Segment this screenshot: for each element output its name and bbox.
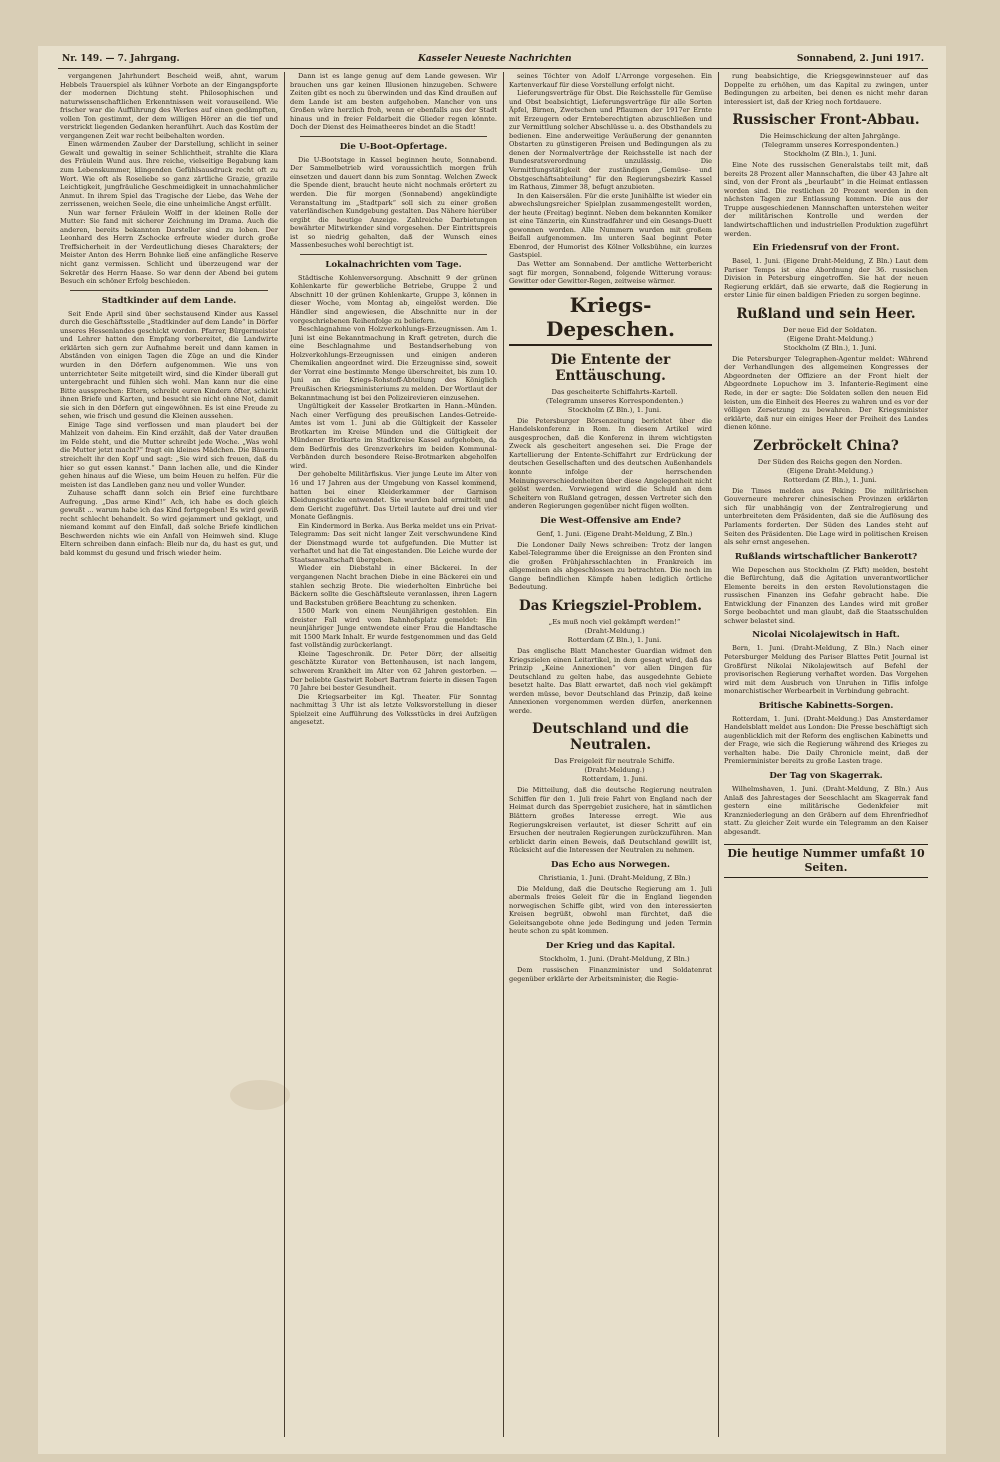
article-text: Ein Kindermord in Berka. Aus Berka meldet uns ein Privat-Telegramm: Das seit nicht langer Zeit verschwundene Kind der Dienstmagd wurde tot aufgefunden. Die Mutter ist verhaftet und hat die Tat eingestanden. Die Leiche wurde der Staatsanwaltschaft übergeben. xyxy=(290,521,497,564)
article-text: Wieder ein Diebstahl in einer Bäckerei. In der vergangenen Nacht brachen Diebe in eine Bäckerei ein und stahlen sechzig Brote. Die wiederholten Einbrüche bei Bäckern sollte die Geschäftsleute veranlassen, ihren Lagern und Backstuben größere Beachtung zu schenken. xyxy=(290,564,497,607)
article-text: Einen wärmenden Zauber der Darstellung, schlicht in seiner Gewalt und gewaltig in seiner Schlichtheit, strahlte die Klara des Fräulein Wund aus. Ihre reiche, vielseitige Begabung kam zum Lebenskummer, klingenden Gefühlsausdruck recht oft zu Wort. Wie oft als Roseliebe so ganz zärtliche Grazie, grazile Leichtigkeit, jungfräuliche Geschmeidigkeit in unnachahmlicher Anmut. In ihrem Spiel das Tragische der Liebe, das Wehe der zerrissenen, weichen Seele, die eine unheimliche Angst erfüllt. xyxy=(60,140,278,209)
column-3 xyxy=(509,72,712,1437)
article-text: Die Times melden aus Peking: Die militärischen Gouverneure mehrerer chinesischen Provinzen erklärten sich für unabhängig von der Zentralregierung und unterbreiteten dem Präsidenten, daß sie die Auflösung des Parlaments forderten. Der Süden des Landes steht auf Seiten des Präsidenten. Die Lage wird in politischen Kreisen als sehr ernst angesehen. xyxy=(724,486,928,547)
article-text: Die Mitteilung, daß die deutsche Regierung neutralen Schiffen für den 1. Juli freie Fahrt von England nach der Heimat durch das Sperrgebiet zusichere, hat in sämtlichen Blättern großes Interesse erregt. Wie aus Regierungskreisen verlautet, ist dieser Schritt auf ein Ersuchen der neutralen Regierungen zurückzuführen. Man erblickt darin einen Beweis, daß Deutschland gewillt ist, Rücksicht auf die Interessen der Neutralen zu nehmen. xyxy=(509,786,712,855)
subheadline: Das Freigeleit für neutrale Schiffe. xyxy=(554,757,675,766)
page-count-note: Die heutige Nummer umfaßt 10 Seiten. xyxy=(724,844,928,878)
article-text: Die Londoner Daily News schreiben: Trotz der langen Kabel-Telegramme über die Ereignisse an den Fronten sind die großen Frühjahrsschlachten in Frankreich im allgemeinen als abgeschlossen zu betrachten. Die noch im Gange befindlichen Kämpfe haben lediglich örtliche Bedeutung. xyxy=(509,540,712,592)
headline: Der Tag von Skagerrak. xyxy=(769,770,883,781)
column-rule xyxy=(284,72,285,1437)
article-text: Die Petersburger Telegraphen-Agentur meldet: Während der Verhandlungen des allgemeinen Kongresses der Abgeordneten der Offiziere an der Front hielt der Abgeordnete Lopuchow im 3. Infanterie-Regiment eine Rede, in der er sagte: Die Soldaten sollen den neuen Eid leisten, um die Einheit des Heeres zu wahren und es vor der völligen Zersetzung zu bewahren. Der Kriegsminister erklärte, daß nur ein einiges Heer der Freiheit des Landes dienen könne. xyxy=(724,354,928,432)
column-1 xyxy=(60,72,278,1437)
headline: Nicolai Nicolajewitsch in Haft. xyxy=(752,630,900,641)
article-text: Das englische Blatt Manchester Guardian widmet den Kriegszielen einen Leitartikel, in dem gesagt wird, daß das Prinzip „Keine Annexionen“ vor allen Dingen für Deutschland zu gelten habe, das ausgedehnte Gebiete besetzt halte. Das Blatt erwartet, daß noch viel gekämpft werden müsse, bevor Deutschland das Prinzip, daß keine Annexionen vorgenommen werden dürfen, anerkennen werde. xyxy=(509,646,712,715)
dateline: Stockholm (Z Bln.), 1. Juni. xyxy=(567,405,662,414)
subheadline: „Es muß noch viel gekämpft werden!“ xyxy=(548,617,681,626)
article-text: seines Töchter von Adolf L'Arronge vorgesehen. Ein Kartenverkauf für diese Vorstellung erfolgt nicht. xyxy=(509,72,712,89)
article-text: Kleine Tageschronik. Dr. Peter Dörr, der allseitig geschätzte Kurator von Bettenhausen, ist nach langem, schwerem Krankheit im Alter von 62 Jahren gestorben. — Der beliebte Gastwirt Robert Bartram feierte in diesen Tagen 70 Jahre bei bester Gesundheit. xyxy=(290,649,497,693)
headline: Das Echo aus Norwegen. xyxy=(551,859,670,870)
article-text: Lieferungsverträge für Obst. Die Reichsstelle für Gemüse und Obst beabsichtigt, Lieferungsverträge für alle Sorten Äpfel, Birnen, Zwetschen und Pflaumen der 1917er Ernte mit Erzeugern oder Ernteberechtigten abzuschließen und zur Vermittlung solcher Abschlüsse u. a. des Obsthandels zu bedienen. Eine anderweitige Veräußerung der genannten Obstarten zu günstigeren Preisen und Bedingungen als zu denen der Normalverträge der Reichsstelle ist nach der Bundesratsverordnung unzulässig. Die Vermittlungstätigkeit der zuständigen „Gemüse- und Obstgeschäftsabteilung“ für den Regierungsbezirk Kassel im Rathaus, Zimmer 38, befugt anzubieten. xyxy=(509,89,712,192)
article-text: In den Kaisersälen. Für die erste Junihälfte ist wieder ein abwechslungsreicher Spielplan zusammengestellt worden, der heute (Freitag) beginnt. Neben dem bekannten Komiker ist eine Tänzerin, ein Kunstradfahrer und ein Gesangs-Duett gewonnen worden. Alle Nummern wurden mit großem Beifall aufgenommen. Im unteren Saal beginnt Peter Ebenrod, der Humorist des Kölner Volksbühne, ein kurzes Gastspiel. xyxy=(509,191,712,260)
article-text: Rotterdam, 1. Juni. (Draht-Meldung.) Das Amsterdamer Handelsblatt meldet aus London: Die Presse beschäftigt sich augenblicklich mit der Reform des englischen Kabinetts und der Frage, wie sich die Regierung während des Krieges zu verhalten habe. Die Daily Chronicle meint, daß der Premierminister bereits zu große Lasten trage. xyxy=(724,714,928,766)
subheadline: Der Süden des Reichs gegen den Norden. xyxy=(757,457,903,466)
dateline: Genf, 1. Juni. (Eigene Draht-Meldung, Z Bln.) xyxy=(536,529,693,538)
divider xyxy=(70,290,268,291)
subheadline: Die Heimschickung der alten Jahrgänge. xyxy=(759,132,901,141)
dispatch-source: (Eigene Draht-Meldung.) xyxy=(786,466,874,475)
article-text: Einige Tage sind verflossen und man plaudert bei der Mahlzeit von daheim. Ein Kind erzählt, daß der Vater draußen im Felde steht, und die Mutter schreibt jede Woche. „Was wohl die Mutter jetzt macht?“ fragt ein kleines Mädchen. Die Bäuerin streichelt ihr den Kopf und sagt: „Sie wird sich freuen, daß du hier so gut essen kannst.“ Dann lachen alle, und die Kinder gehen hinaus auf die Wiese, um beim Heuen zu helfen. Für die meisten ist das Landleben ganz neu und voller Wunder. xyxy=(60,420,278,489)
article-text: Dann ist es lange genug auf dem Lande gewesen. Wir brauchen uns gar keinen Illusionen hinzugeben. Schwere Zeiten gibt es noch zu überwinden und das Kind draußen auf dem Lande ist am besten aufgehoben. Mancher von uns Großen wäre herzlich froh, wenn er ebenfalls aus der Stadt hinaus und in freier Feldarbeit die Glieder regen könnte. Doch der Dienst des Heimatheeres bindet an die Stadt! xyxy=(290,72,497,132)
article-text: Wie Depeschen aus Stockholm (Z Fkft) melden, besteht die Befürchtung, daß die Agitation unverantwortlicher Elemente bereits in den ersten Revolutionstagen die russischen Finanzen ins Gefahr gebracht habe. Die Entwicklung der Finanzen des Landes wird mit großer Sorge beobachtet und man glaubt, daß die Staatsschulden schwer belastet sind. xyxy=(724,565,928,625)
article-text: Die Petersburger Börsenzeitung berichtet über die Handelskonferenz in Rom. In diesem Artikel wird ausgesprochen, daß die Konferenz in ihrem wichtigsten Zweck als gescheitert angesehen sei. Die Frage der Kartellierung der Entente-Schiffahrt zur Erdrückung der deutschen Gesellschaften und des deutschen Außenhandels konnte infolge der herrschenden Meinungsverschiedenheiten über diese Angelegenheit nicht gelöst werden. Vorwiegend wird die Schuld an dem Scheitern von Rußland getragen, dessen Vertreter sich den anderen Regierungen gegenüber nicht fügen wollten. xyxy=(509,416,712,511)
dateline: Stockholm (Z Bln.), 1. Juni. xyxy=(783,150,877,159)
headline: Die U-Boot-Opfertage. xyxy=(339,141,448,152)
article-text: Dem russischen Finanzminister und Soldatenrat gegenüber erklärte der Arbeitsminister, die Regie- xyxy=(509,966,712,983)
article-text: Die Meldung, daß die Deutsche Regierung am 1. Juli abermals freies Geleit für die in England liegenden norwegischen Schiffe gibt, wird von den interessierten Kreisen begrüßt, obwohl man fürchtet, daß die Geleitsangebote ohne jede Bedingung und jeden Termin heute schon zu spät kommen. xyxy=(509,884,712,936)
dateline: Stockholm (Z Bln.), 1. Juni. xyxy=(783,343,877,352)
article-text: Ungültigkeit der Kasseler Brotkarten in Hann.-Münden. Nach einer Verfügung des preußischen Landes-Getreide-Amtes ist vom 1. Juni ab die Gültigkeit der Kasseler Brotkarten im Kreise Münden und die Gültigkeit der Mündener Brotkarte im Stadtkreise Kassel aufgehoben, da dem Bedürfnis des Grenzverkehrs im beiden Kommunal-Verbänden durch besondere Reise-Brotmarken abgeholfen wird. xyxy=(290,402,497,470)
article-text: Das Wetter am Sonnabend. Der amtliche Wetterbericht sagt für morgen, Sonnabend, folgende Witterung voraus: Gewitter oder Gewitter-Regen, zeitweise wärmer. xyxy=(509,260,712,286)
article-text: Die Kriegsarbeiter im Kgl. Theater. Für Sonntag nachmittag 3 Uhr ist als letzte Volksvorstellung in dieser Spielzeit eine Aufführung des Volksstücks in drei Aufzügen angesetzt. xyxy=(290,692,497,727)
dateline: Rotterdam (Z Bln.), 1. Juni. xyxy=(567,635,662,644)
column-2 xyxy=(290,72,497,1437)
headline: Rußlands wirtschaftlicher Bankerott? xyxy=(734,551,918,562)
subheadline: Der neue Eid der Soldaten. xyxy=(783,325,877,334)
article-text: Basel, 1. Juni. (Eigene Draht-Meldung, Z Bln.) Laut dem Pariser Temps ist eine Abordnung der 36. russischen Division in Petersburg eingetroffen. Sie hat der neuen Regierung erklärt, daß sie erwarte, daß die Regierung in erster Linie für einen baldigen Frieden zu sorgen beginne. xyxy=(724,257,928,300)
section-title: Kriegs-Depeschen. xyxy=(509,288,712,346)
page-header xyxy=(58,52,928,69)
divider xyxy=(300,254,487,255)
headline: Ein Friedensruf von der Front. xyxy=(752,243,900,254)
issue-date: Sonnabend, 2. Juni 1917. xyxy=(796,54,924,64)
article-text: Seit Ende April sind über sechstausend Kinder aus Kassel durch die Geschäftsstelle „Stadtkinder auf dem Lande“ in Dörfer unseres Hessenlandes geschickt worden. Pfarrer, Bürgermeister und Lehrer hatten den Empfang vorbereitet, die Landwirte erklärten sich gern zur Aufnahme bereit und dann kamen in Abständen von einigen Tagen die Züge an und die Kinder wurden in den Dörfern aufgenommen. Wie uns von unterrichteter Seite mitgeteilt wird, sind die Kinder überall gut untergebracht und fühlen sich wohl. Man kann nur die eine Bitte aussprechen: Eltern, schreibt euren Kindern öfter, schickt ihnen Briefe und Karten, und besucht sie nicht ohne Not, damit sie sich in den Dörfern gut eingewöhnen. Es ist eine Freude zu sehen, wie frisch und gesund die Kleinen aussehen. xyxy=(60,309,278,421)
article-text: 1500 Mark von einem Neunjährigen gestohlen. Ein dreister Fall wird vom Bahnhofsplatz gemeldet: Ein neunjähriger Junge entwendete einer Frau die Handtasche mit 1500 Mark Inhalt. Er wurde festgenommen und das Geld fast vollständig zurückerlangt. xyxy=(290,607,497,650)
dispatch-source: (Telegramm unseres Korrespondenten.) xyxy=(545,396,684,405)
headline: Deutschland und die Neutralen. xyxy=(532,721,689,754)
dateline: Stockholm, 1. Juni. (Draht-Meldung, Z Bln.) xyxy=(539,955,690,963)
article-text: Eine Note des russischen Generalstabs teilt mit, daß bereits 28 Prozent aller Mannschaften, die über 43 Jahre alt sind, von der Front als „beurlaubt“ in die Heimat entlassen worden sind. Die restlichen 20 Prozent werden in den nächsten Tagen zur Entlassung kommen. Die aus der Truppe ausgeschiedenen Mannschaften unterstehen weiter der militärischen Kontrolle und werden der landwirtschaftlichen und industriellen Produktion zugeführt werden. xyxy=(724,161,928,238)
headline: Das Kriegsziel-Problem. xyxy=(519,597,702,614)
headline: Zerbröckelt China? xyxy=(753,437,899,454)
headline: Die West-Offensive am Ende? xyxy=(540,515,681,526)
article-text: Bern, 1. Juni. (Draht-Meldung, Z Bln.) Nach einer Petersburger Meldung des Pariser Blattes Petit Journal ist Großfürst Nikolai Nikolajewitsch auf Befehl der provisorischen Regierung verhaftet worden. Das Vorgehen wird mit dem Ausbruch von Unruhen in Tiflis infolge monarchistischer Werbearbeit in Verbindung gebracht. xyxy=(724,644,928,696)
article-text: Nun war ferner Fräulein Wolff in der kleinen Rolle der Mutter: Sie fand mit sicherer Zeichnung im Drama. Auch die anderen, bereits bekannten Darsteller sind zu loben. Der Leonhard des Herrn Zschocke erfreute wieder durch große Treffsicherheit in der Verdeutlichung dieses Charakters; der Meister Anton des Herrn Bohnke ließ eine anfängliche Reserve nicht ganz vermissen. Schlicht und überzeugend war der Sekretär des Herrn Haase. So war denn der Abend bei gutem Besuch ein schöner Erfolg beschieden. xyxy=(60,208,278,286)
dispatch-source: (Telegramm unseres Korrespondenten.) xyxy=(761,141,899,150)
headline: Lokalnachrichten vom Tage. xyxy=(325,259,462,270)
article-text: vergangenen Jahrhundert Bescheid weiß, ahnt, warum Hebbels Trauerspiel als kühner Vorbote an der Eingangspforte der modernen Dichtung steht. Philosophischen und naturwissenschaftlichen Erkenntnissen weit vorauseilend. Wie frischer war die Aufführung des Werkes auf einen gedämpften, vollen Ton gestimmt, der dem willigen Hörer an die tief und verstrickt liegenden Gedanken heranführt. Auch das Kostüm der vergangenen Zeit war recht beibehalten worden. xyxy=(60,72,278,140)
article-text: rung beabsichtige, die Kriegsgewinnsteuer auf das Doppelte zu erhöhen, um das Kapital zu zwingen, unter Bedingungen zu arbeiten, bei denen es nicht mehr daran interessiert ist, daß der Krieg noch fortdauere. xyxy=(724,72,928,106)
article-text: Zuhause schafft dann solch ein Brief eine furchtbare Aufregung. „Das arme Kind!“ Ach, ich habe es doch gleich gewußt ... warum habe ich das Kind fortgegeben! Es wird gewiß recht schlecht behandelt. So wird gejammert und geklagt, und niemand kommt auf den Einfall, daß solche Briefe kindlichen Beschwerden nichts wie ein Anfall von Heimweh sind. Kluge Eltern schreiben dann einfach: Bleib nur da, du hast es gut, und bald kommst du gesund und frisch wieder heim. xyxy=(60,489,278,557)
dispatch-source: (Draht-Meldung.) xyxy=(584,626,645,635)
column-4 xyxy=(724,72,928,1437)
dateline: Rotterdam, 1. Juni. xyxy=(581,775,648,784)
dispatch-source: (Draht-Meldung.) xyxy=(584,766,645,775)
headline: Der Krieg und das Kapital. xyxy=(545,941,676,951)
dateline: Rotterdam (Z Bln.), 1. Juni. xyxy=(783,475,877,484)
article-text: Wilhelmshaven, 1. Juni. (Draht-Meldung, Z Bln.) Aus Anlaß des Jahrestages der Seeschlacht am Skagerrak fand gestern eine militärische Gedenkfeier mit Kranzniederlegung an den Gräbern auf dem Ehrenfriedhof statt. Zu gleicher Zeit wurde ein Telegramm an den Kaiser abgesandt. xyxy=(724,784,928,836)
issue-number: Nr. 149. — 7. Jahrgang. xyxy=(62,54,180,64)
dateline: Christiania, 1. Juni. (Draht-Meldung, Z Bln.) xyxy=(538,873,691,882)
headline: Stadtkinder auf dem Lande. xyxy=(101,295,237,306)
column-rule xyxy=(718,72,719,1437)
newspaper-title: Kasseler Neueste Nachrichten xyxy=(418,54,572,64)
dispatch-source: (Eigene Draht-Meldung.) xyxy=(786,334,874,343)
headline: Rußland und sein Heer. xyxy=(736,305,916,322)
headline: Russischer Front-Abbau. xyxy=(732,112,920,129)
article-text: Städtische Kohlenversorgung. Abschnitt 9 der grünen Kohlenkarte für gewerbliche Betriebe, Gruppe 2 und Abschnitt 10 der grünen Kohlenkarte, Gruppe 3, können in dieser Woche, vom Montag ab, eingelöst werden. Die Händler sind angewiesen, die Abschnitte nur in der vorgeschriebenen Reihenfolge zu beliefern. xyxy=(290,273,497,325)
subheadline: Das gescheiterte Schiffahrts-Kartell. xyxy=(551,387,678,396)
headline: Die Entente der Enttäuschung. xyxy=(550,351,671,384)
divider xyxy=(300,136,487,137)
headline: Britische Kabinetts-Sorgen. xyxy=(758,700,894,711)
article-text: Die U-Bootstage in Kassel beginnen heute, Sonnabend. Der Sammelbetrieb wird voraussichtlich morgen früh einsetzen und dauert dann bis zum Sonntag. Welchen Zweck die Spende dient, braucht heute nicht nochmals erörtert zu werden. Die für morgen (Sonnabend) angekündigte Veranstaltung im „Stadtpark“ soll sich zu einer großen vaterländischen Kundgebung gestalten. Das Nähere hierüber ergibt die heutige Anzeige. Zahlreiche Darbietungen bewährter Mitwirkender sind vorgesehen. Der Eintrittspreis ist so niedrig gehalten, daß der Wunsch eines Massenbesuches wohl berechtigt ist. xyxy=(290,155,497,250)
column-rule xyxy=(503,72,504,1437)
article-text: Beschlagnahme von Holzverkohlungs-Erzeugnissen. Am 1. Juni ist eine Bekanntmachung in Kraft getreten, durch die eine Beschlagnahme und Bestandserhebung von Holzverkohlungs-Erzeugnissen und einigen anderen Chemikalien angeordnet wird. Die Erzeugnisse sind, soweit der Vorrat eine bestimmte Menge überschreitet, bis zum 10. Juni an die Kriegs-Rohstoff-Abteilung des Königlich Preußischen Kriegsministeriums zu melden. Der Wortlaut der Bekanntmachung ist bei den Polizeirevieren einzusehen. xyxy=(290,325,497,402)
article-text: Der gehobelte Militärfiskus. Vier junge Leute im Alter von 16 und 17 Jahren aus der Umgebung von Kassel kommend, hatten bei einer Kleiderkammer der Garnison Kleidungsstücke entwendet. Sie wurden bald ermittelt und dem Gericht zugeführt. Das Urteil lautete auf drei und vier Monate Gefängnis. xyxy=(290,470,497,522)
